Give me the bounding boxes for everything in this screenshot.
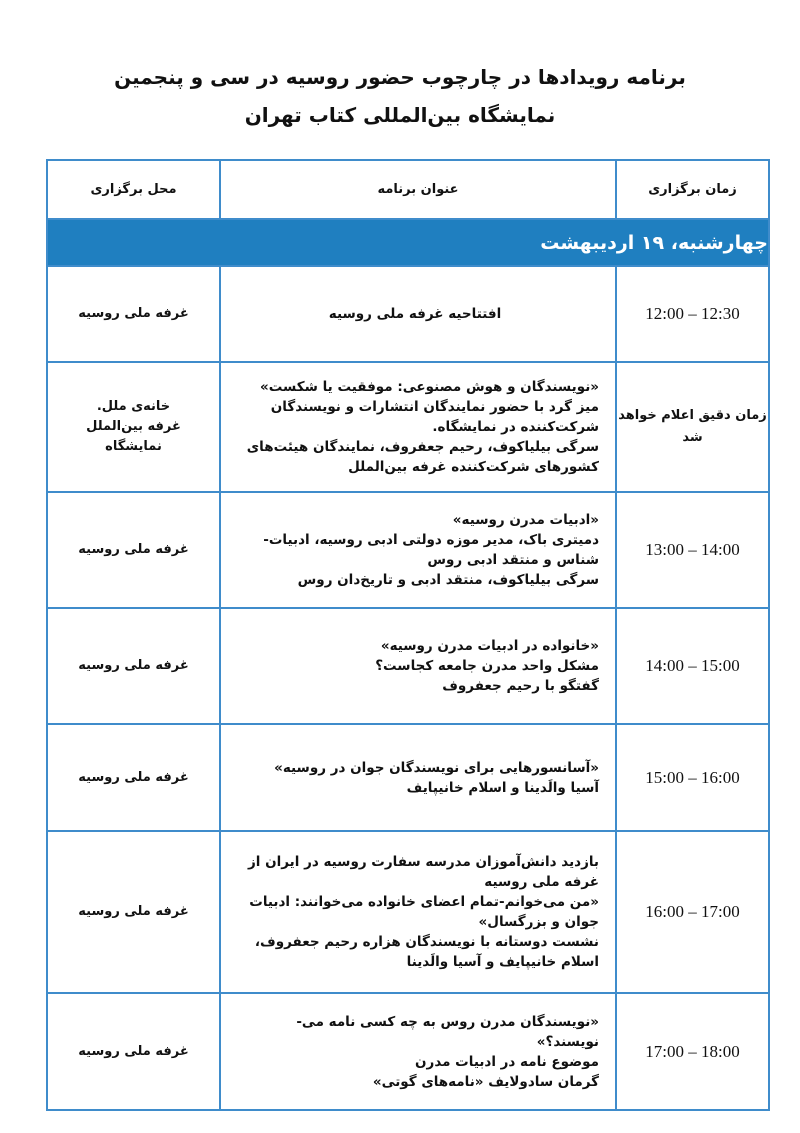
cell-time: 13:00 – 14:00 [616,492,769,608]
table-header-row [47,160,769,219]
title-line-1: برنامه رویدادها در چارچوب حضور روسیه در سی و پنجمین [114,65,686,89]
program-line: شناس و منتقد ادبی روس [427,552,599,568]
cell-venue [47,492,220,608]
program-line: اسلام خانیپایف و آسیا والَدینا [406,954,599,970]
cell-program [220,724,616,831]
program-line: «نویسندگان مدرن روس به چه کسی نامه می- [296,1013,599,1030]
venue-line: غرفه ملی روسیه [78,542,189,557]
program-line: دمیتری باک، مدیر موزه دولتی ادبی روسیه، ادبیات- [263,532,599,548]
venue-line: خانه‌ی ملل. [96,399,171,414]
header-venue: محل برگزاری [47,160,220,219]
program-line: «نویسندگان و هوش مصنوعی: موفقیت یا شکست» [260,379,599,395]
venue-line: غرفه بین‌الملل [86,419,181,434]
title-line-2: نمایشگاه بین‌المللی کتاب تهران [244,103,556,127]
venue-line: غرفه ملی روسیه [78,769,189,785]
cell-program [220,266,616,362]
table-row [47,831,769,993]
cell-time: زمان دقیق اعلام خواهد شد [616,362,769,492]
program-line: گرمان سادولایف «نامه‌های گوتی» [372,1073,599,1090]
program-line: غرفه ملی روسیه [484,874,599,890]
table-row [47,266,769,362]
cell-venue [47,362,220,492]
cell-venue [47,993,220,1110]
header-program: عنوان برنامه [220,160,616,219]
program-line: «ادبیات مدرن روسیه» [452,512,599,528]
venue-line: نمایشگاه [105,439,162,454]
program-line: سرگی بیلیاکوف، منتقد ادبی و تاریخ‌دان روس [297,572,599,588]
day-heading: چهارشنبه، ۱۹ اردیبهشت [47,219,769,266]
program-line: «خانواده در ادبیات مدرن روسیه» [380,638,599,654]
venue-line: غرفه ملی روسیه [78,658,189,673]
schedule-table [46,159,770,1111]
cell-program [220,993,616,1110]
program-line: میز گرد با حضور نمایندگان انتشارات و نویسندگان [270,399,599,415]
program-line: موضوع نامه در ادبیات مدرن [415,1053,599,1070]
table-row [47,993,769,1110]
cell-venue [47,724,220,831]
table-row [47,608,769,724]
program-line: کشورهای شرکت‌کننده غرفه بین‌الملل [348,459,599,475]
program-line: مشکل واحد مدرن جامعه کجاست؟ [375,658,599,674]
table-row [47,492,769,608]
venue-line: غرفه ملی روسیه [78,1043,189,1059]
day-heading-row [47,219,769,266]
program-line: گفتگو با رحیم جعفروف [442,678,599,694]
table-row [47,362,769,492]
cell-program [220,362,616,492]
cell-time: 12:00 – 12:30 [616,266,769,362]
cell-time: 15:00 – 16:00 [616,724,769,831]
program-line: نشست دوستانه با نویسندگان هزاره رحیم جعفروف، [254,934,599,950]
program-line: جوان و بزرگسال» [478,914,599,930]
cell-time: 14:00 – 15:00 [616,608,769,724]
program-line: شرکت‌کننده در نمایشگاه. [432,419,599,435]
document-title [60,58,740,134]
cell-time: 17:00 – 18:00 [616,993,769,1110]
cell-venue [47,266,220,362]
cell-time: 16:00 – 17:00 [616,831,769,993]
cell-venue [47,608,220,724]
table-row [47,724,769,831]
venue-line: غرفه ملی روسیه [78,904,189,919]
program-line: «آسانسورهایی برای نویسندگان جوان در روسیه» [274,759,599,776]
cell-program [220,608,616,724]
venue-line: غرفه ملی روسیه [78,306,189,321]
program-line: آسیا والَدینا و اسلام خانیپایف [406,779,599,796]
program-line: نویسند؟» [536,1033,599,1050]
program-line: بازدید دانش‌آموزان مدرسه سفارت روسیه در ایران از [248,854,599,870]
program-line: سرگی بیلیاکوف، رحیم جعفروف، نمایندگان هیئت‌های [246,439,599,455]
program-line: افتتاحیه غرفه ملی روسیه [328,306,502,322]
cell-venue [47,831,220,993]
cell-program [220,492,616,608]
cell-program [220,831,616,993]
header-time: زمان برگزاری [616,160,769,219]
program-line: «من می‌خوانم-تمام اعضای خانواده می‌خوانند: ادبیات [249,894,599,910]
